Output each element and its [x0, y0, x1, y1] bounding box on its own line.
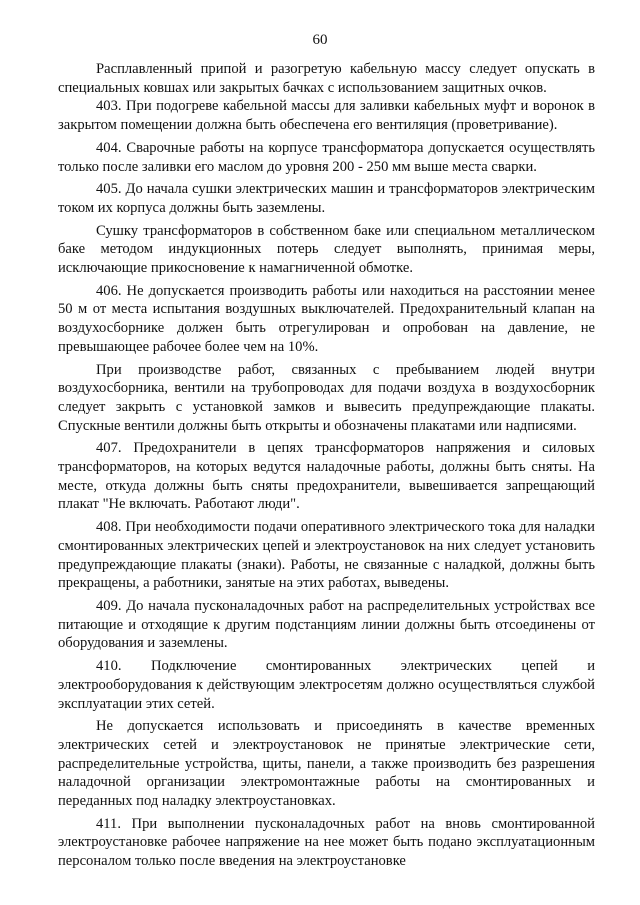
paragraph-405: 405. До начала сушки электрических машин и трансформаторов электрическим током их корпуса должны быть заземлены. [58, 181, 595, 216]
paragraph-403: 403. При подогреве кабельной массы для заливки кабельных муфт и воронок в закрытом помещении должна быть обеспечена его вентиляция (проветривание). [58, 98, 595, 134]
paragraph-408: 408. При необходимости подачи оперативного электрического тока для наладки смонтированных электрических цепей и электроустановок на них следует установить предупреждающие плакаты (знаки). Работы, не связанные с наладкой, должны быть прекращены, а работники, занятые на этих работах, выведены. [58, 519, 595, 592]
paragraph-hot-solder: Расплавленный припой и разогретую кабельную массу следует опускать в специальных ковшах или закрытых бачках с использованием защитных очков. [58, 61, 595, 96]
paragraph-404: 404. Сварочные работы на корпусе трансформатора допускается осуществлять только после заливки его маслом до уровня 200 - 250 мм выше места сварки. [58, 139, 595, 175]
document-body [58, 60, 595, 871]
paragraph-transformer-drying: Сушку трансформаторов в собственном баке или специальном металлическом баке методом индукционных потерь следует выполнять, принимая меры, исключающие прикосновение к намагниченной обмотке. [58, 222, 595, 277]
paragraph-410: 410. Подключение смонтированных электрических цепей и электрооборудования к действующим электросетям должно осуществляться службой эксплуатации этих сетей. [58, 658, 595, 712]
paragraph-406: 406. Не допускается производить работы или находиться на расстоянии менее 50 м от места испытания воздушных выключателей. Предохранительный клапан на воздухосборнике должен быть отрегулирован и опробован на давление, не превышающее рабочее более чем на 10%. [58, 282, 595, 355]
paragraph-411: 411. При выполнении пусконаладочных работ на вновь смонтированной электроустановке рабочее напряжение на нее может быть подано эксплуатационным персоналом только после введения на электроустановке [58, 815, 595, 870]
page-number: 60 [312, 32, 328, 48]
paragraph-temporary-networks: Не допускается использовать и присоединять в качестве временных электрических сетей и электроустановок не принятые электрические сети, распределительные устройства, щиты, панели, а также производить без разрешения наладочной организации электромонтажные работы на смонтированных и переданных под наладку электроустановках. [58, 718, 595, 810]
paragraph-409: 409. До начала пусконаладочных работ на распределительных устройствах все питающие и отходящие к другим подстанциям линии должны быть отсоединены от оборудования и заземлены. [58, 597, 595, 652]
paragraph-air-receiver-work: При производстве работ, связанных с пребыванием людей внутри воздухосборника, вентили на трубопроводах для подачи воздуха в воздухосборник следует закрыть с установкой замков и вывесить предупреждающие плакаты. Спускные вентили должны быть открыты и обозначены плакатами или надписями. [58, 361, 595, 434]
paragraph-407: 407. Предохранители в цепях трансформаторов напряжения и силовых трансформаторов, на которых ведутся наладочные работы, должны быть сняты. На месте, откуда должны быть сняты предохранители, вывешивается запрещающий плакат "Не включать. Работают люди". [58, 440, 595, 513]
